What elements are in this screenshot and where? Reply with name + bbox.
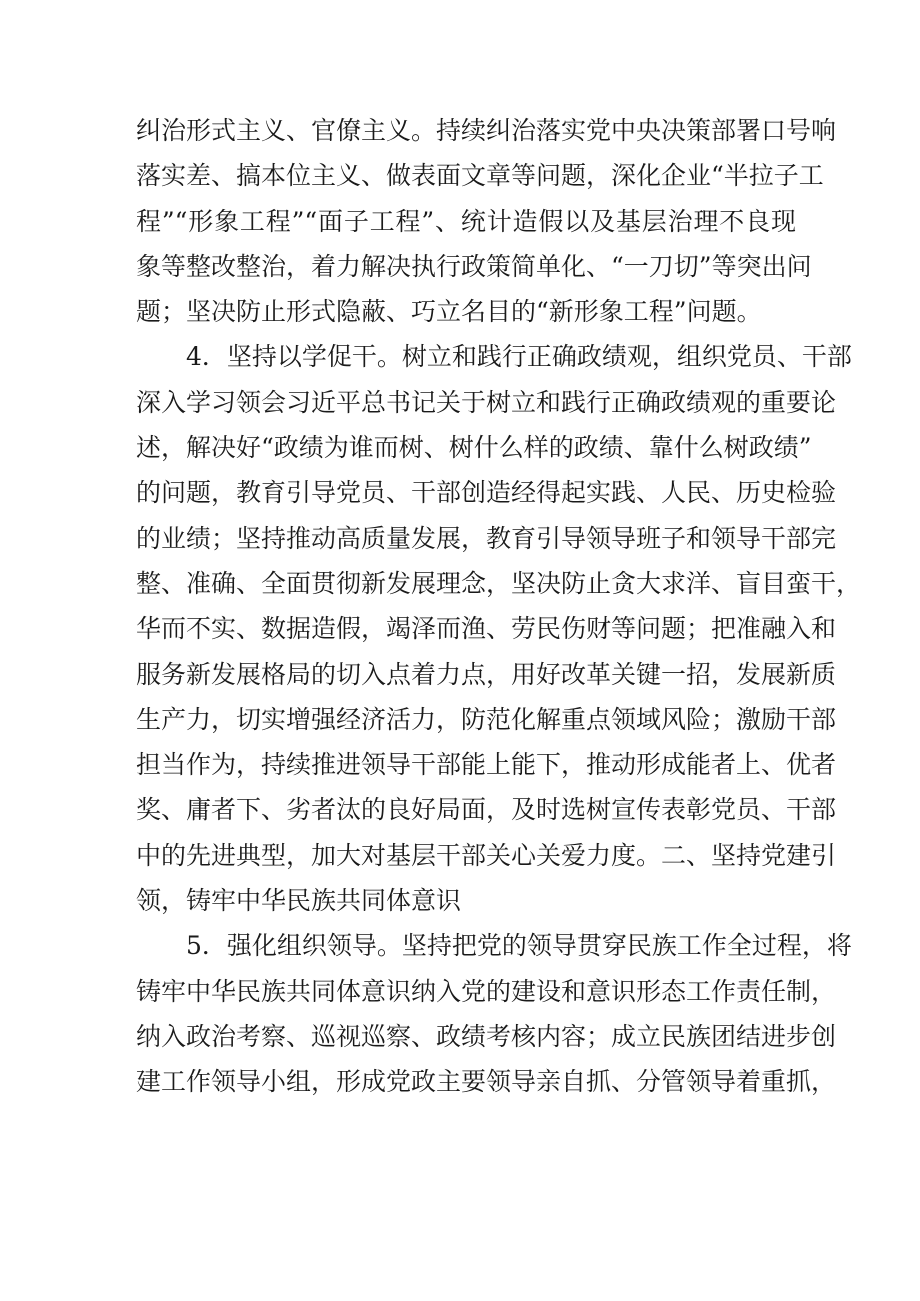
text-line: 整、准确、全面贯彻新发展理念，坚决防止贪大求洋、盲目蛮干， — [136, 568, 862, 598]
text-line: 述，解决好“政绩为谁而树、树什么样的政绩、靠什么树政绩” — [136, 433, 812, 463]
text-line: 生产力，切实增强经济活力，防范化解重点领域风险；激励干部 — [136, 704, 837, 734]
text-line: 纳入政治考察、巡视巡察、政绩考核内容；成立民族团结进步创 — [136, 1021, 837, 1051]
text-line: 题；坚决防止形式隐蔽、巧立名目的“新形象工程”问题。 — [136, 297, 762, 327]
document-body — [136, 108, 862, 1105]
text-line-paragraph-start: 5．强化组织领导。坚持把党的领导贯穿民族工作全过程，将 — [186, 931, 852, 961]
text-line: 领，铸牢中华民族共同体意识 — [136, 886, 462, 916]
text-line: 奖、庸者下、劣者汰的良好局面，及时选树宣传表彰党员、干部 — [136, 795, 837, 825]
text-line: 程”“形象工程”“面子工程”、统计造假以及基层治理不良现 — [136, 206, 796, 236]
text-line: 服务新发展格局的切入点着力点，用好改革关键一招，发展新质 — [136, 659, 837, 689]
text-line: 的业绩；坚持推动高质量发展，教育引导领导班子和领导干部完 — [136, 523, 837, 553]
text-line: 象等整改整治，着力解决执行政策简单化、“一刀切”等突出问 — [136, 251, 812, 281]
text-line: 的问题，教育引导党员、干部创造经得起实践、人民、历史检验 — [136, 478, 837, 508]
text-line: 纠治形式主义、官僚主义。持续纠治落实党中央决策部署口号响 — [136, 116, 837, 145]
text-line-paragraph-start: 4．坚持以学促干。树立和践行正确政绩观，组织党员、干部 — [186, 342, 852, 372]
text-line: 担当作为，持续推进领导干部能上能下，推动形成能者上、优者 — [136, 750, 837, 780]
text-line: 落实差、搞本位主义、做表面文章等问题，深化企业“半拉子工 — [136, 161, 824, 191]
text-line: 中的先进典型，加大对基层干部关心关爱力度。二、坚持党建引 — [136, 840, 837, 870]
text-line: 建工作领导小组，形成党政主要领导亲自抓、分管领导着重抓， — [136, 1067, 837, 1097]
text-line: 铸牢中华民族共同体意识纳入党的建设和意识形态工作责任制， — [136, 976, 837, 1006]
text-line: 深入学习领会习近平总书记关于树立和践行正确政绩观的重要论 — [136, 387, 837, 417]
text-line: 华而不实、数据造假，竭泽而渔、劳民伤财等问题；把准融入和 — [136, 614, 837, 644]
